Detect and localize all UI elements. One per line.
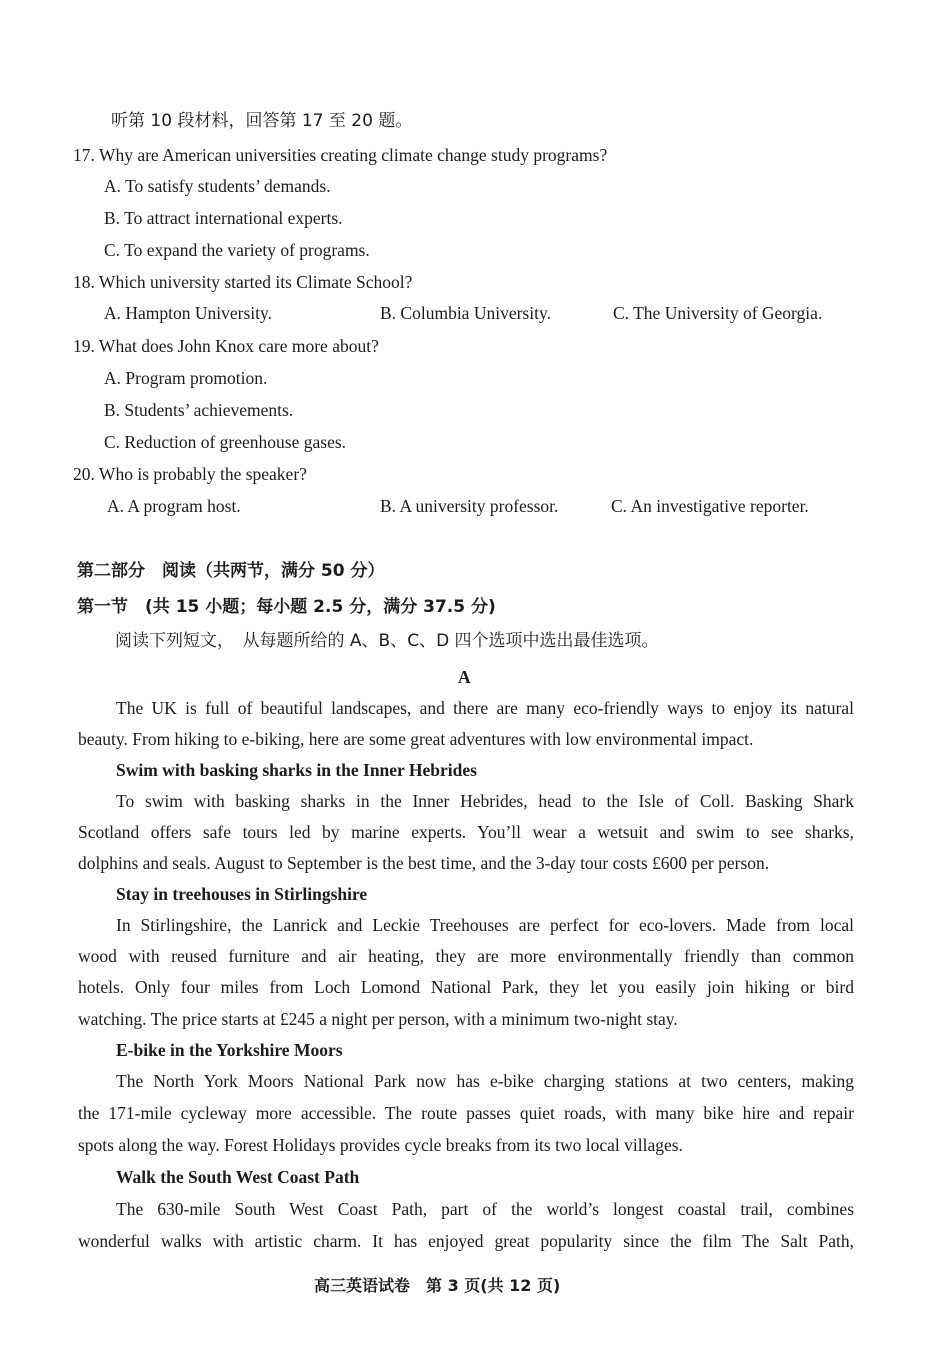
listening-instruction: 听第 10 段材料，回答第 17 至 20 题。 [111,111,413,131]
reading-section-title: 第一节 (共 15 小题；每小题 2.5 分，满分 37.5 分) [77,597,496,617]
question-20-option-b: B. A university professor. [380,496,559,516]
passage-label: A [458,667,471,687]
question-20-option-a: A. A program host. [107,496,241,516]
question-18-stem: 18. Which university started its Climate School? [73,272,413,292]
question-17-option-a: A. To satisfy students’ demands. [104,176,331,196]
question-20-option-c: C. An investigative reporter. [611,496,809,516]
question-18-option-c: C. The University of Georgia. [613,303,823,323]
question-19-option-b: B. Students’ achievements. [104,400,294,420]
coast-path-line-2: wonderful walks with artistic charm. It has enjoyed great popularity since the film The Salt Path, [78,1231,854,1251]
treehouses-line-1: In Stirlingshire, the Lanrick and Leckie Treehouses are perfect for eco-lovers. Made from local [116,915,854,935]
intro-line-1: The UK is full of beautiful landscapes, and there are many eco-friendly ways to enjoy its natural [116,698,854,718]
reading-part-title: 第二部分 阅读（共两节，满分 50 分） [77,561,385,581]
treehouses-line-4: watching. The price starts at £245 a night per person, with a minimum two-night stay. [78,1009,678,1029]
question-20-stem: 20. Who is probably the speaker? [73,464,307,484]
ebike-line-2: the 171-mile cycleway more accessible. The route passes quiet roads, with many bike hire and repair [78,1103,854,1123]
question-17-option-b: B. To attract international experts. [104,208,343,228]
section-heading-treehouses: Stay in treehouses in Stirlingshire [116,884,368,904]
question-18-option-a: A. Hampton University. [104,303,273,323]
reading-instruction: 阅读下列短文， 从每题所给的 A、B、C、D 四个选项中选出最佳选项。 [115,631,659,651]
question-17-option-c: C. To expand the variety of programs. [104,240,370,260]
treehouses-line-2: wood with reused furniture and air heating, they are more environmentally friendly than common [78,946,854,966]
section-heading-coast-path: Walk the South West Coast Path [116,1167,360,1187]
sharks-line-1: To swim with basking sharks in the Inner Hebrides, head to the Isle of Coll. Basking Shark [116,791,854,811]
section-heading-sharks: Swim with basking sharks in the Inner Hebrides [116,760,477,780]
intro-line-2: beauty. From hiking to e-biking, here are some great adventures with low environmental impact. [78,729,754,749]
ebike-line-1: The North York Moors National Park now has e-bike charging stations at two centers, making [116,1071,854,1091]
coast-path-line-1: The 630-mile South West Coast Path, part of the world’s longest coastal trail, combines [116,1199,854,1219]
page-footer: 高三英语试卷 第 3 页(共 12 页) [314,1276,561,1295]
sharks-line-3: dolphins and seals. August to September is the best time, and the 3-day tour costs £600 per person. [78,853,770,873]
question-19-option-a: A. Program promotion. [104,368,268,388]
question-19-stem: 19. What does John Knox care more about? [73,336,379,356]
question-18-option-b: B. Columbia University. [380,303,551,323]
section-heading-ebike: E-bike in the Yorkshire Moors [116,1040,343,1060]
question-19-option-c: C. Reduction of greenhouse gases. [104,432,347,452]
ebike-line-3: spots along the way. Forest Holidays provides cycle breaks from its two local villages. [78,1135,683,1155]
treehouses-line-3: hotels. Only four miles from Loch Lomond National Park, they let you easily join hiking or bird [78,977,854,997]
sharks-line-2: Scotland offers safe tours led by marine experts. You’ll wear a wetsuit and swim to see sharks, [78,822,854,842]
question-17-stem: 17. Why are American universities creating climate change study programs? [73,145,608,165]
